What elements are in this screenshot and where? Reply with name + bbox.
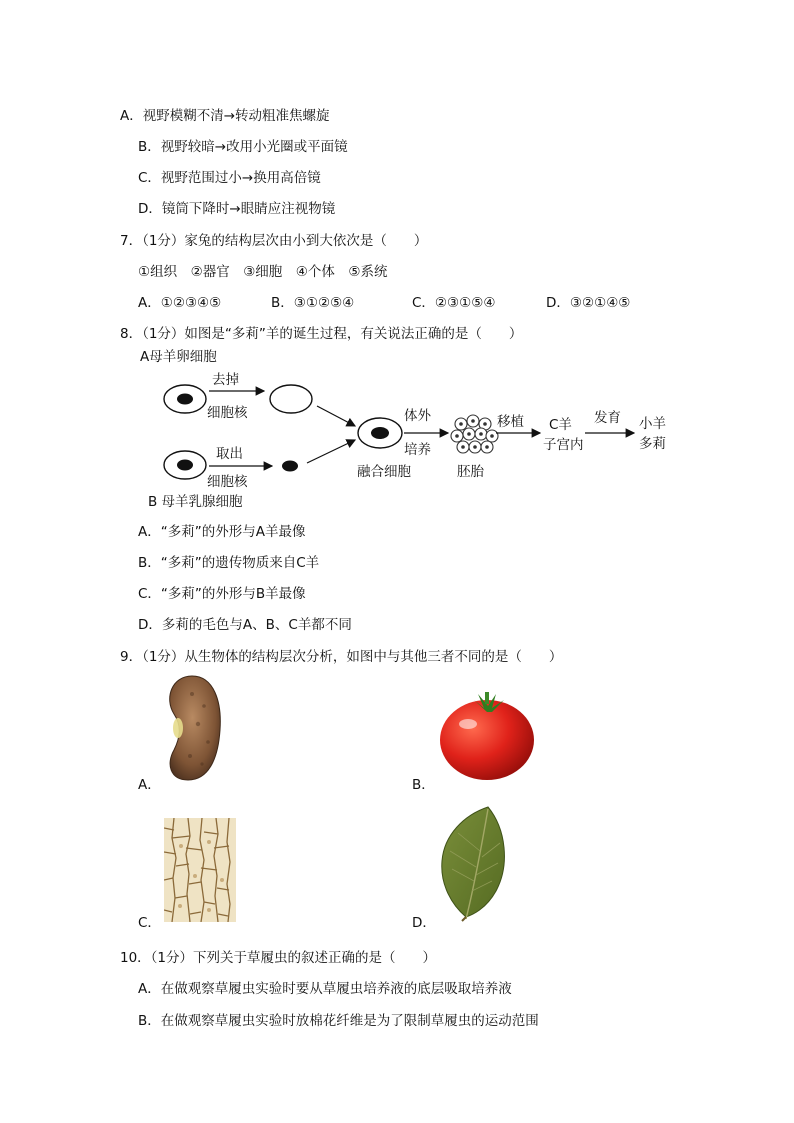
q6-option-b: B．视野较暗→改用小光圈或平面镜	[138, 139, 348, 155]
q7-option-c: C．②③①⑤④	[412, 295, 496, 311]
q10-option-a: A．在做观察草履虫实验时要从草履虫培养液的底层吸取培养液	[138, 981, 512, 997]
dolly-label: 多莉	[639, 436, 666, 452]
q7-option-d: D．③②①④⑤	[546, 295, 631, 311]
q9-stem: 9．（1分）从生物体的结构层次分析，如图中与其他三者不同的是（ ）	[120, 649, 563, 665]
epidermis-tissue-image	[164, 818, 236, 922]
culture-label-top: 体外	[404, 408, 431, 424]
remove-label: 去掉	[212, 372, 239, 388]
fused-nucleus	[371, 427, 389, 439]
bean-seed-image	[162, 672, 224, 784]
egg-nucleus	[177, 394, 193, 405]
enucleated-egg	[270, 385, 312, 413]
leaf-image	[438, 805, 510, 923]
q8-option-b: B．“多莉”的遗传物质来自C羊	[138, 555, 320, 571]
q8-option-a: A．“多莉”的外形与A羊最像	[138, 524, 306, 540]
q9-caption-c: C．	[138, 915, 161, 931]
mammary-nucleus	[177, 460, 193, 471]
q8-stem: 8．（1分）如图是“多莉”羊的诞生过程，有关说法正确的是（ ）	[120, 326, 523, 342]
converge-arrow-bottom	[307, 440, 355, 463]
q8-option-d: D．多莉的毛色与A、B、C羊都不同	[138, 617, 352, 633]
q6-option-c: C．视野范围过小→换用高倍镜	[138, 170, 321, 186]
q9-caption-d: D．	[412, 915, 436, 931]
label-b-mammary-cell: B 母羊乳腺细胞	[148, 494, 243, 510]
develop-label: 发育	[594, 410, 621, 426]
fused-cell-label: 融合细胞	[357, 464, 411, 480]
q10-stem: 10．（1分）下列关于草履虫的叙述正确的是（ ）	[120, 950, 437, 966]
label-a-egg-cell: A母羊卵细胞	[140, 349, 217, 365]
q7-items: ①组织 ②器官 ③细胞 ④个体 ⑤系统	[138, 264, 388, 280]
dolly-cloning-diagram	[0, 0, 794, 520]
q7-option-a: A．①②③④⑤	[138, 295, 222, 311]
transplant-label: 移植	[497, 414, 524, 430]
remove-nucleus-label: 细胞核	[207, 405, 248, 421]
q10-option-b: B．在做观察草履虫实验时放棉花纤维是为了限制草履虫的运动范围	[138, 1013, 539, 1029]
take-out-label: 取出	[216, 446, 243, 462]
q6-option-a: A．视野模糊不清→转动粗准焦螺旋	[120, 108, 330, 124]
q9-caption-b: B．	[412, 777, 435, 793]
take-out-nucleus-label: 细胞核	[207, 474, 248, 490]
q6-option-d: D．镜筒下降时→眼睛应注视物镜	[138, 201, 336, 217]
q9-caption-a: A．	[138, 777, 161, 793]
culture-label-bottom: 培养	[404, 442, 431, 458]
converge-arrow-top	[317, 406, 355, 426]
q8-option-c: C．“多莉”的外形与B羊最像	[138, 586, 306, 602]
tomato-image	[438, 690, 536, 782]
q7-option-b: B．③①②⑤④	[271, 295, 355, 311]
donor-nucleus	[282, 461, 298, 472]
lamb-label: 小羊	[639, 416, 666, 432]
sheep-c-label: C羊	[549, 417, 572, 433]
q7-stem: 7．（1分）家兔的结构层次由小到大依次是（ ）	[120, 233, 428, 249]
uterus-label: 子宫内	[543, 437, 584, 453]
embryo-label: 胚胎	[457, 464, 484, 480]
